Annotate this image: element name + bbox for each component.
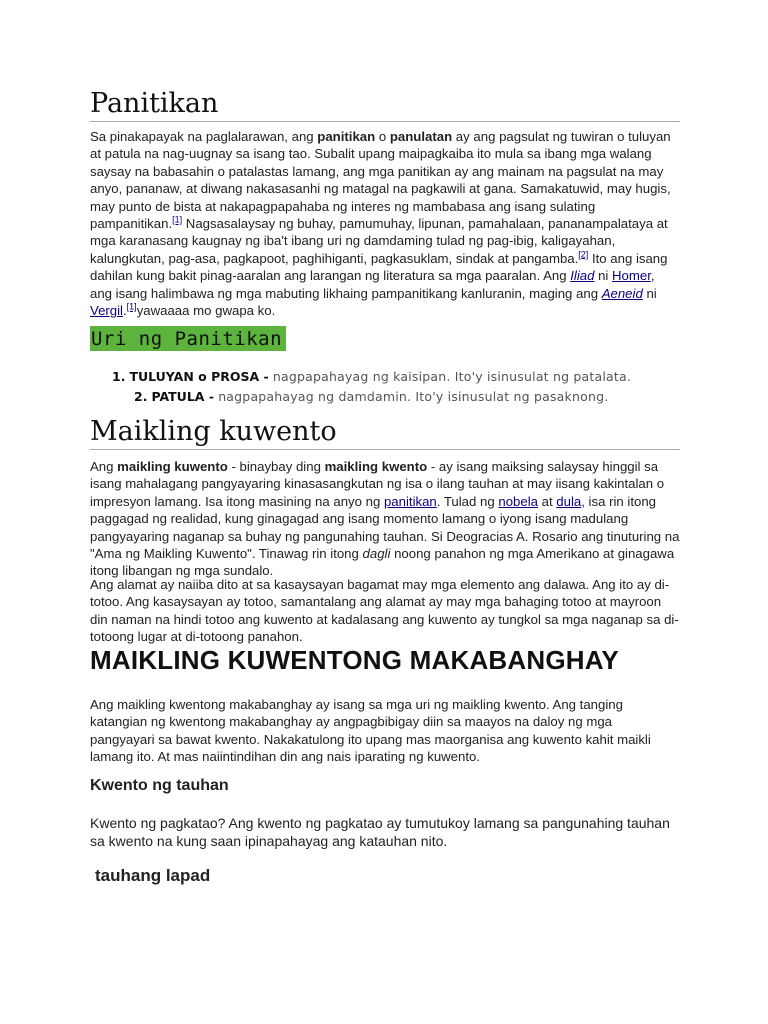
- link-aeneid[interactable]: Aeneid: [601, 285, 643, 301]
- text-run: ni: [594, 268, 613, 284]
- reference-link[interactable]: [1]: [126, 301, 137, 312]
- text-run: , isa rin itong paggagad ng realidad, kung ginagagad ang isang momento lamang o iyong isang madulang pangyayaring naganap sa buhay ng pangunahing tauhan. Si Deogracias A. Rosario ang tinuturing na "Ama ng Maikling Kuwento". Tinawag rin itong: [90, 493, 680, 562]
- heading-makabanghay: MAIKLING KUWENTONG MAKABANGHAY: [90, 645, 619, 675]
- heading-kwento-ng-tauhan: Kwento ng tauhan: [90, 777, 229, 794]
- makabanghay-paragraph: Ang maikling kwentong makabanghay ay isang sa mga uri ng maikling kwento. Ang tanging katangian ng kwentong makabanghay ay angpagbibigay diin sa maayos na daloy ng mga pangyayari sa bawat kwento. Nakakatulong ito upang mas maorganisa ang kuwento kahit maikli lamang ito. At mas naiintindihan din ang nais iparating ng kuwento.: [90, 697, 651, 765]
- panitikan-paragraph: [90, 128, 680, 319]
- list-number: 1.: [112, 369, 126, 384]
- text-run: yawaaaa mo gwapa ko.: [136, 303, 276, 319]
- maikling-paragraph-2: Ang alamat ay naiiba dito at sa kasaysayan bagamat may mga elemento ang dalawa. Ang ito ay di-totoo. Ang kasaysayan ay totoo, samantalang ang alamat ay may mga bahaging totoo at mayroon din naman na hindi totoo ang kuwento at kadalasang ang kuwento ay tungkol sa mga naganap sa di-totoong lugar at di-totoong panahon.: [90, 577, 679, 645]
- text-run: Sa pinakapayak na paglalarawan, ang: [90, 129, 318, 144]
- heading-maikling-kuwento: Maikling kuwento: [90, 416, 680, 450]
- list-term: PATULA -: [151, 389, 215, 404]
- text-run: o: [375, 129, 390, 144]
- list-item: [134, 389, 608, 404]
- italic-term: dagli: [362, 546, 391, 562]
- list-item: [112, 369, 631, 384]
- text-run: ay ang pagsulat ng tuwiran o tuluyan at patula na nag-uugnay sa isang tao. Subalit upang maipagkaiba ito mula sa ibang mga walang saysay na babasahin o patalastas lamang, ang mga panitikan ay ang mainam na pagsulat na may anyo, pananaw, at diwang nakasasanhi ng matagal na pagkawili at gana. Samakatuwid, may hugis, may punto de bista at nakapagpapahaba ng interes ng mambabasa ang isang sulating pampanitikan.: [90, 129, 671, 232]
- reference-link[interactable]: [1]: [172, 214, 183, 225]
- bold-term: panitikan: [317, 129, 376, 144]
- list-number: 2.: [134, 389, 148, 404]
- text-run: Nagsasalaysay ng buhay, pamumuhay, lipunan, pamahalaan, pananampalataya at mga karanasang kaugnay ng iba't ibang uri ng damdaming tulad ng pag-ibig, kaligayahan, kalungkutan, pag-asa, pagkapoot, paghihiganti, pagkasuklam, sindak at pangamba.: [90, 216, 668, 266]
- link-vergil[interactable]: Vergil: [90, 303, 123, 319]
- list-description: nagpapahayag ng kaisipan. Ito'y isinusulat ng patalata.: [268, 369, 632, 384]
- bold-term: maikling kwento: [324, 459, 428, 474]
- text-run: , ang isang halimbawa ng mga mabuting likhaing pampanitikang kanluranin, maging ang: [90, 268, 655, 301]
- heading-tauhang-lapad: tauhang lapad: [95, 866, 211, 885]
- link-iliad[interactable]: Iliad: [570, 268, 595, 284]
- list-description: nagpapahayag ng damdamin. Ito'y isinusulat ng pasaknong.: [214, 389, 609, 404]
- text-run: Ito ang isang dahilan kung bakit pinag-aaralan ang larangan ng literatura sa mga paaralan. Ang: [90, 250, 668, 284]
- bold-term: maikling kuwento: [117, 459, 228, 474]
- text-run: - binaybay ding: [227, 459, 325, 474]
- text-run: Ang: [90, 459, 118, 474]
- list-term: TULUYAN o PROSA -: [129, 369, 269, 384]
- bold-term: panulatan: [389, 129, 453, 144]
- text-run: at: [537, 493, 557, 509]
- link-dula[interactable]: dula: [556, 493, 582, 509]
- text-run: . Tulad ng: [436, 493, 499, 509]
- link-panitikan[interactable]: panitikan: [383, 493, 437, 509]
- maikling-paragraph-1: [90, 458, 680, 580]
- text-run: .: [123, 303, 127, 319]
- link-homer[interactable]: Homer: [612, 268, 651, 284]
- heading-panitikan: Panitikan: [90, 88, 680, 122]
- text-run: noong panahon ng mga Amerikano at ginagawa itong libangan ng mga sundalo.: [90, 546, 675, 579]
- link-nobela[interactable]: nobela: [498, 493, 538, 509]
- text-run: ni: [642, 285, 657, 301]
- reference-link[interactable]: [2]: [578, 249, 589, 260]
- heading-uri-ng-panitikan: Uri ng Panitikan: [90, 326, 286, 351]
- text-run: - ay isang maiksing salaysay hinggil sa isang mahalagang pangyayaring kinasasangkutan ng isa o ilang tauhan at may iisang kakintalan o impresyon lamang. Isa itong masining na anyo ng: [90, 459, 665, 509]
- tauhan-paragraph: Kwento ng pagkatao? Ang kwento ng pagkatao ay tumutukoy lamang sa pangunahing tauhan sa kwento na kung saan ipinapahayag ang katauhan nito.: [90, 815, 670, 849]
